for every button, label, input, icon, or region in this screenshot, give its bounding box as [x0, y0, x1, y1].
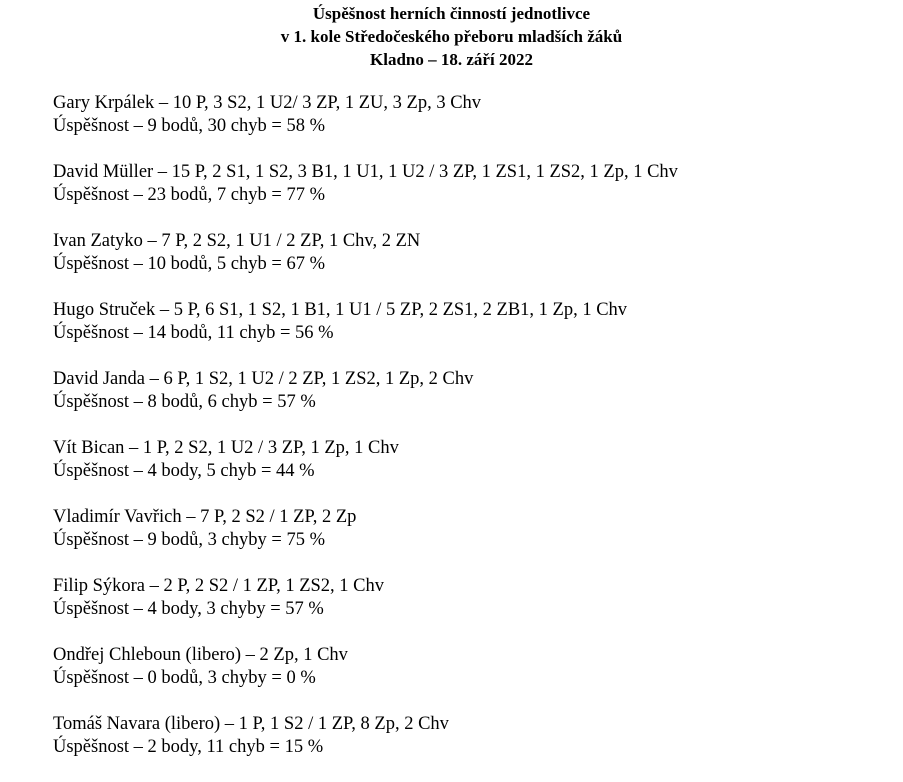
player-success: Úspěšnost – 8 bodů, 6 chyb = 57 % — [53, 392, 316, 412]
player-stats: Tomáš Navara (libero) – 1 P, 1 S2 / 1 ZP, 8 Zp, 2 Chv — [53, 714, 449, 734]
player-list — [53, 92, 893, 782]
player-stats: David Janda – 6 P, 1 S2, 1 U2 / 2 ZP, 1 ZS2, 1 Zp, 2 Chv — [53, 369, 474, 389]
player-entry — [53, 506, 893, 575]
player-success: Úspěšnost – 4 body, 5 chyb = 44 % — [53, 461, 315, 481]
player-success: Úspěšnost – 0 bodů, 3 chyby = 0 % — [53, 668, 316, 688]
player-entry — [53, 368, 893, 437]
player-entry — [53, 644, 893, 713]
player-entry — [53, 161, 893, 230]
header-location-date: Kladno – 18. září 2022 — [370, 50, 533, 69]
player-success: Úspěšnost – 9 bodů, 3 chyby = 75 % — [53, 530, 325, 550]
player-stats: Vít Bican – 1 P, 2 S2, 1 U2 / 3 ZP, 1 Zp, 1 Chv — [53, 438, 399, 458]
player-stats: Gary Krpálek – 10 P, 3 S2, 1 U2/ 3 ZP, 1 ZU, 3 Zp, 3 Chv — [53, 93, 482, 113]
player-entry — [53, 575, 893, 644]
player-success: Úspěšnost – 10 bodů, 5 chyb = 67 % — [53, 254, 325, 274]
player-entry — [53, 230, 893, 299]
player-success: Úspěšnost – 4 body, 3 chyby = 57 % — [53, 599, 324, 619]
player-entry — [53, 299, 893, 368]
header-subtitle: v 1. kole Středočeského přeboru mladších žáků — [280, 27, 623, 46]
player-entry — [53, 437, 893, 506]
player-entry — [53, 92, 893, 161]
player-entry — [53, 713, 893, 782]
document-header — [0, 2, 903, 71]
player-stats: Filip Sýkora – 2 P, 2 S2 / 1 ZP, 1 ZS2, 1 Chv — [53, 576, 385, 596]
player-stats: David Müller – 15 P, 2 S1, 1 S2, 3 B1, 1 U1, 1 U2 / 3 ZP, 1 ZS1, 1 ZS2, 1 Zp, 1 Chv — [53, 162, 678, 182]
header-title: Úspěšnost herních činností jednotlivce — [312, 4, 591, 23]
player-stats: Ondřej Chleboun (libero) – 2 Zp, 1 Chv — [53, 645, 348, 665]
player-success: Úspěšnost – 14 bodů, 11 chyb = 56 % — [53, 323, 334, 343]
player-stats: Ivan Zatyko – 7 P, 2 S2, 1 U1 / 2 ZP, 1 Chv, 2 ZN — [53, 231, 421, 251]
player-success: Úspěšnost – 9 bodů, 30 chyb = 58 % — [53, 116, 325, 136]
player-stats: Hugo Struček – 5 P, 6 S1, 1 S2, 1 B1, 1 U1 / 5 ZP, 2 ZS1, 2 ZB1, 1 Zp, 1 Chv — [53, 300, 628, 320]
player-success: Úspěšnost – 2 body, 11 chyb = 15 % — [53, 737, 324, 757]
player-success: Úspěšnost – 23 bodů, 7 chyb = 77 % — [53, 185, 325, 205]
player-stats: Vladimír Vavřich – 7 P, 2 S2 / 1 ZP, 2 Zp — [53, 507, 357, 527]
